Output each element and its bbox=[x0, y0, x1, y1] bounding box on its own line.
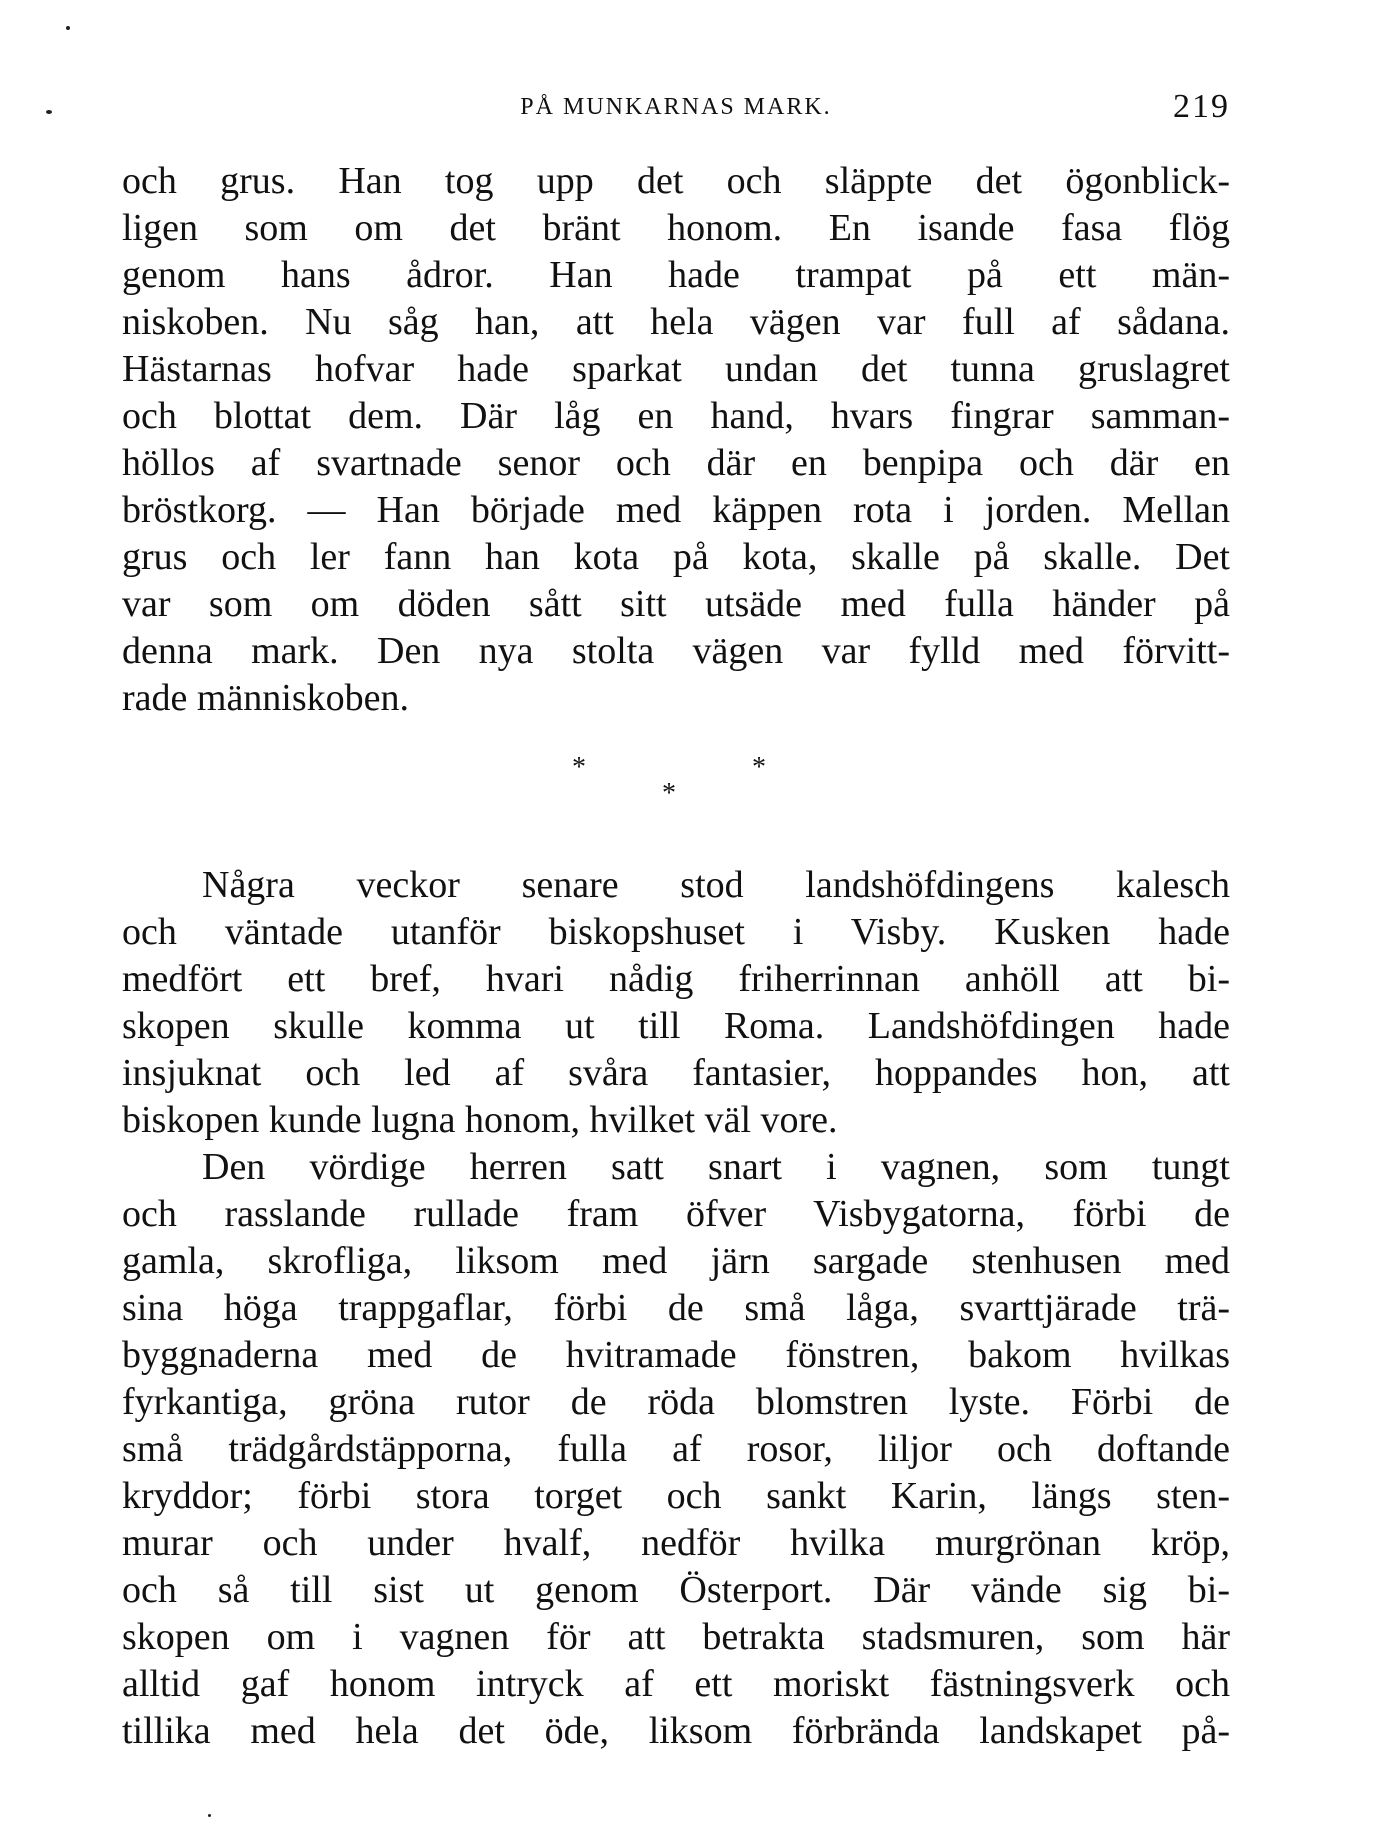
text-line: skopen om i vagnen för att betrakta stadsmuren, som här bbox=[122, 1616, 1230, 1658]
text-line: biskopen kunde lugna honom, hvilket väl vore. bbox=[122, 1099, 838, 1141]
page-number: 219 bbox=[1173, 88, 1230, 125]
text-line: denna mark. Den nya stolta vägen var fylld med förvitt- bbox=[122, 630, 1230, 672]
text-line: var som om döden sått sitt utsäde med fulla händer på bbox=[122, 583, 1230, 625]
text-line: grus och ler fann han kota på kota, skalle på skalle. Det bbox=[122, 536, 1230, 578]
running-head: PÅ MUNKARNAS MARK. bbox=[520, 94, 832, 120]
text-line: skopen skulle komma ut till Roma. Landshöfdingen hade bbox=[122, 1005, 1230, 1047]
text-line: fyrkantiga, gröna rutor de röda blomstren lyste. Förbi de bbox=[122, 1381, 1230, 1423]
print-speck bbox=[46, 110, 52, 114]
text-line: bröstkorg. — Han började med käppen rota i jorden. Mellan bbox=[122, 489, 1230, 531]
text-line: Den vördige herren satt snart i vagnen, som tungt bbox=[202, 1146, 1230, 1188]
text-line: Hästarnas hofvar hade sparkat undan det tunna gruslagret bbox=[122, 348, 1230, 390]
text-line: byggnaderna med de hvitramade fönstren, bakom hvilkas bbox=[122, 1334, 1230, 1376]
text-line: och blottat dem. Där låg en hand, hvars fingrar samman- bbox=[122, 395, 1230, 437]
text-line: och så till sist ut genom Österport. Där vände sig bi- bbox=[122, 1569, 1230, 1611]
text-line: ligen som om det bränt honom. En isande fasa flög bbox=[122, 207, 1230, 249]
text-line: medfört ett bref, hvari nådig friherrinnan anhöll att bi- bbox=[122, 958, 1230, 1000]
text-line: och grus. Han tog upp det och släppte det ögonblick- bbox=[122, 160, 1230, 202]
text-line: och väntade utanför biskopshuset i Visby. Kusken hade bbox=[122, 911, 1230, 953]
asterisk-left: * bbox=[572, 752, 586, 783]
print-speck bbox=[208, 1814, 211, 1817]
paragraph-section-1 bbox=[122, 158, 1230, 722]
text-line: Några veckor senare stod landshöfdingens kalesch bbox=[202, 864, 1230, 906]
text-line: rade människoben. bbox=[122, 677, 410, 719]
paragraph-section-2 bbox=[122, 862, 1230, 1755]
text-line: sina höga trappgaflar, förbi de små låga, svarttjärade trä- bbox=[122, 1287, 1230, 1329]
text-line: höllos af svartnade senor och där en benpipa och där en bbox=[122, 442, 1230, 484]
section-divider-asterism bbox=[0, 752, 1400, 812]
text-line: och rasslande rullade fram öfver Visbygatorna, förbi de bbox=[122, 1193, 1230, 1235]
page-header bbox=[122, 88, 1230, 128]
text-line: insjuknat och led af svåra fantasier, hoppandes hon, att bbox=[122, 1052, 1230, 1094]
asterisk-right: * bbox=[752, 752, 766, 783]
text-line: kryddor; förbi stora torget och sankt Karin, längs sten- bbox=[122, 1475, 1230, 1517]
text-line: niskoben. Nu såg han, att hela vägen var full af sådana. bbox=[122, 301, 1230, 343]
asterisk-bottom: * bbox=[662, 778, 676, 809]
text-line: alltid gaf honom intryck af ett moriskt fästningsverk och bbox=[122, 1663, 1230, 1705]
text-line: små trädgårdstäpporna, fulla af rosor, liljor och doftande bbox=[122, 1428, 1230, 1470]
text-line: murar och under hvalf, nedför hvilka murgrönan kröp, bbox=[122, 1522, 1230, 1564]
text-line: gamla, skrofliga, liksom med järn sargade stenhusen med bbox=[122, 1240, 1230, 1282]
text-line: genom hans ådror. Han hade trampat på ett män- bbox=[122, 254, 1230, 296]
print-speck bbox=[66, 26, 70, 30]
text-line: tillika med hela det öde, liksom förbrända landskapet på- bbox=[122, 1710, 1230, 1752]
